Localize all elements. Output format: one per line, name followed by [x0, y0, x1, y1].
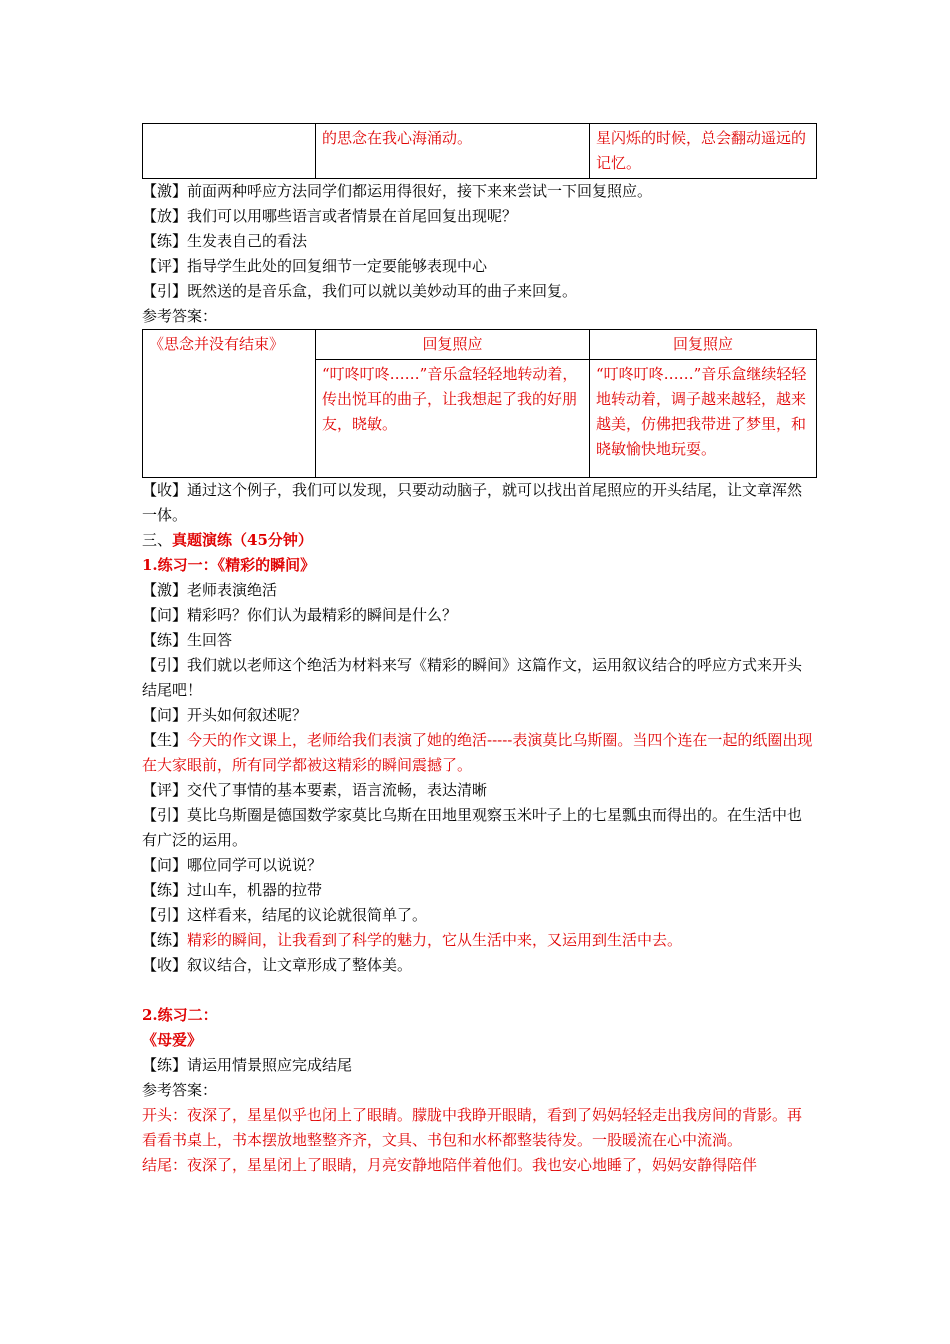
table-cell: “叮咚叮咚……”音乐盒继续轻轻地转动着，调子越来越轻，越来越美，仿佛把我带进了梦里，和晓敏愉快地玩耍。	[590, 360, 817, 478]
paragraph-shou: 【收】通过这个例子，我们可以发现，只要动动脑子，就可以找出首尾照应的开头结尾，让文章浑然一体。	[142, 481, 803, 524]
tag: 【练】	[142, 931, 188, 949]
table-row	[143, 124, 817, 179]
text-block-a	[142, 179, 814, 329]
text-line: 【问】精彩吗？你们认为最精彩的瞬间是什么？	[142, 606, 458, 624]
text-line: 【问】开头如何叙述呢？	[142, 706, 308, 724]
table-cell-empty	[143, 124, 316, 179]
answer-ending: 结尾：夜深了，星星闭上了眼睛，月亮安静地陪伴着他们。我也安心地睡了，妈妈安静得陪伴	[142, 1156, 758, 1174]
table-cell: “叮咚叮咚……”音乐盒轻轻地转动着，传出悦耳的曲子，让我想起了我的好朋友，晓敏。	[316, 360, 590, 478]
table-cell: 的思念在我心海涌动。	[316, 124, 590, 179]
exercise-2-heading: 2.练习二：	[142, 1006, 218, 1024]
table-header-row	[143, 330, 817, 360]
text-line: 【评】交代了事情的基本要素，语言流畅，表达清晰	[142, 781, 488, 799]
section-heading	[142, 528, 814, 553]
table-huifu	[142, 329, 817, 478]
section-prefix: 三、	[142, 531, 173, 549]
table-header: 回复照应	[316, 330, 590, 360]
document-page	[142, 123, 814, 1178]
text-line: 【激】老师表演绝活	[142, 581, 278, 599]
practice-answer	[142, 928, 814, 953]
text-line: 【评】指导学生此处的回复细节一定要能够表现中心	[142, 257, 488, 275]
table-cell-title: 《思念并没有结束》	[143, 330, 316, 478]
text-line: 【引】既然送的是音乐盒，我们可以就以美妙动耳的曲子来回复。	[142, 282, 578, 300]
text-line: 【引】这样看来，结尾的议论就很简单了。	[142, 906, 428, 924]
text-line: 【收】叙议结合，让文章形成了整体美。	[142, 956, 413, 974]
text-line: 【激】前面两种呼应方法同学们都运用得很好，接下来来尝试一下回复照应。	[142, 182, 653, 200]
exercise-2-title: 《母爱》	[142, 1031, 203, 1049]
text-line: 参考答案：	[142, 307, 218, 325]
exercise-1-heading: 1.练习一：《精彩的瞬间》	[142, 556, 316, 574]
tag: 【生】	[142, 731, 188, 749]
spacer	[142, 978, 814, 1003]
student-answer	[142, 728, 814, 778]
text-line: 【练】请运用情景照应完成结尾	[142, 1056, 353, 1074]
table-cell: 星闪烁的时候，总会翻动遥远的记忆。	[590, 124, 817, 179]
text-line: 【引】莫比乌斯圈是德国数学家莫比乌斯在田地里观察玉米叶子上的七星瓢虫而得出的。在生活中也有广泛的运用。	[142, 806, 803, 849]
answer-opening: 开头：夜深了，星星似乎也闭上了眼睛。朦胧中我睁开眼睛，看到了妈妈轻轻走出我房间的背影。再看看书桌上，书本摆放地整整齐齐，文具、书包和水杯都整装待发。一股暖流在心中流淌。	[142, 1106, 803, 1149]
table-top	[142, 123, 817, 179]
table-header: 回复照应	[590, 330, 817, 360]
text-line: 【放】我们可以用哪些语言或者情景在首尾回复出现呢？	[142, 207, 518, 225]
text-line: 【练】过山车，机器的拉带	[142, 881, 323, 899]
text-line: 【引】我们就以老师这个绝活为材料来写《精彩的瞬间》这篇作文，运用叙议结合的呼应方式来开头结尾吧！	[142, 656, 803, 699]
answer-text: 今天的作文课上，老师给我们表演了她的绝活-----表演莫比乌斯圈。当四个连在一起的纸圈出现在大家眼前，所有同学都被这精彩的瞬间震撼了。	[142, 731, 813, 774]
text-line: 【问】哪位同学可以说说？	[142, 856, 323, 874]
section-title: 真题演练（45分钟）	[172, 531, 313, 549]
text-line: 参考答案：	[142, 1081, 218, 1099]
text-line: 【练】生发表自己的看法	[142, 232, 308, 250]
answer-text: 精彩的瞬间，让我看到了科学的魅力，它从生活中来，又运用到生活中去。	[187, 931, 683, 949]
text-line: 【练】生回答	[142, 631, 233, 649]
